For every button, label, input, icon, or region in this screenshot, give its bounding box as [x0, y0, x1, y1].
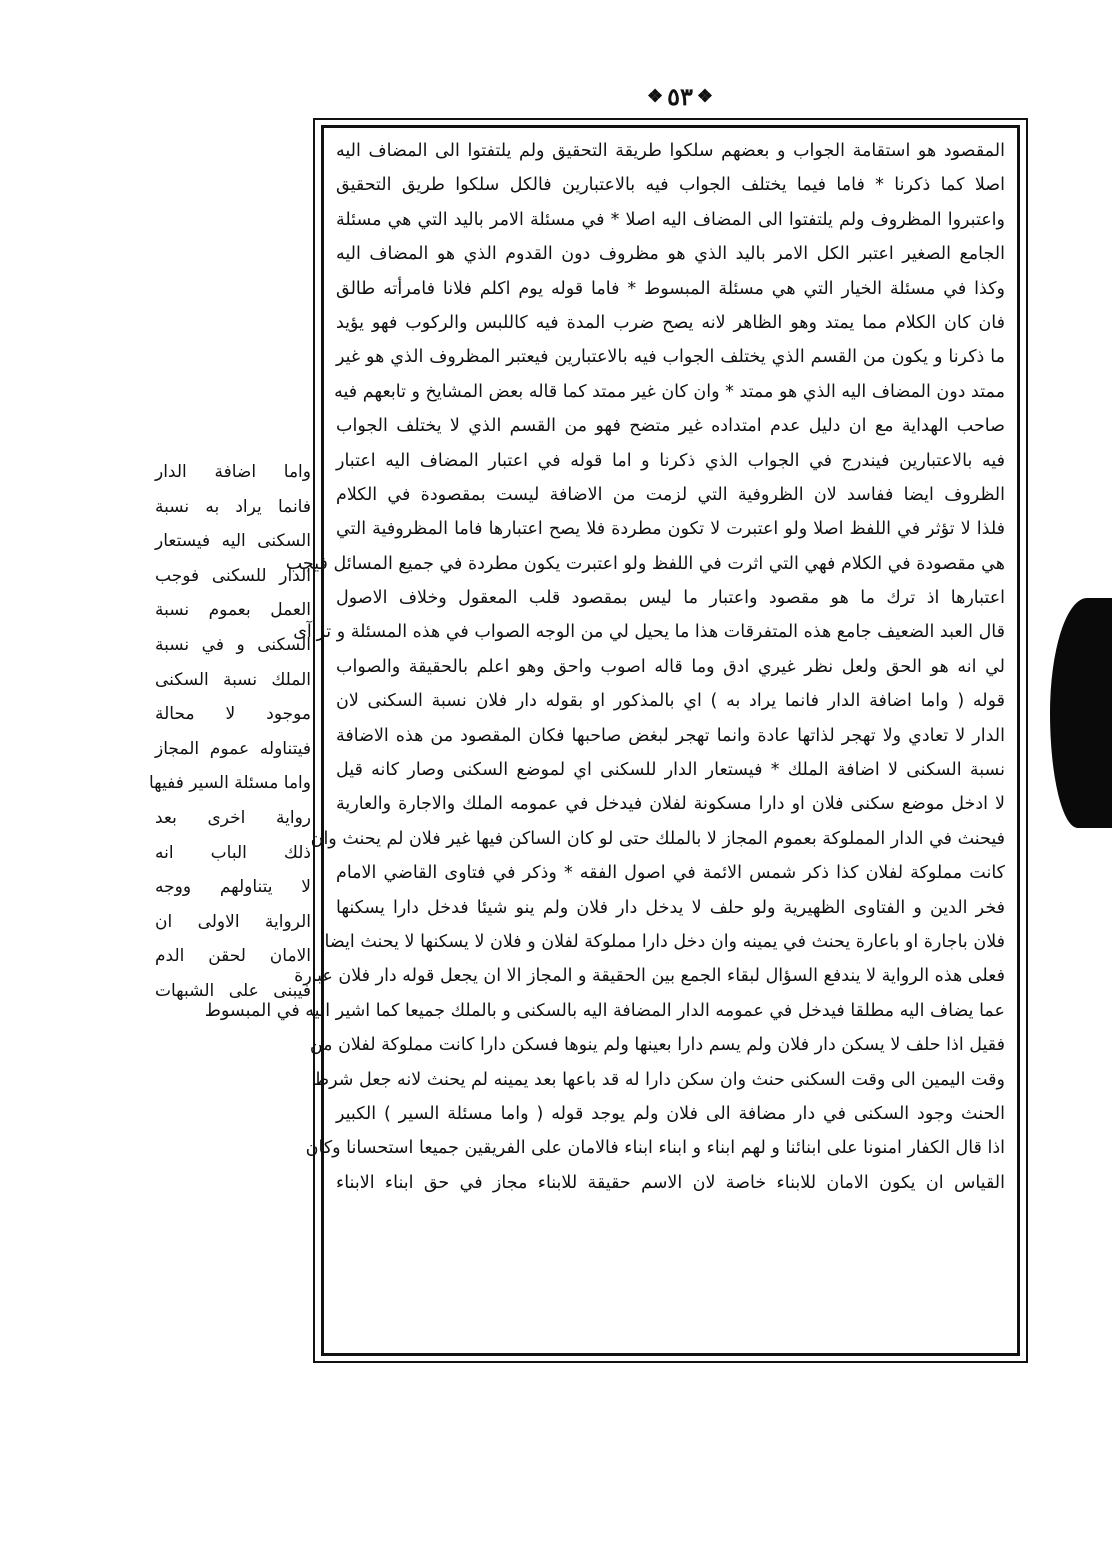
- main-text-line: فيحنث في الدار المملوكة بعموم المجاز لا بالملك حتى لو كان الساكن فيها غير فلان لم يحنث وان: [310, 828, 1005, 849]
- margin-note-line: الملك نسبة السكنى: [155, 669, 311, 690]
- margin-note: [148, 455, 311, 1009]
- margin-note-line: الرواية الاولى ان: [155, 911, 311, 932]
- main-text-line: فخر الدين و الفتاوى الظهيرية ولو حلف لا يدخل دار فلان ولم ينو شيئا فدخل دارا يسكنها: [336, 897, 1005, 918]
- main-text-line: صاحب الهداية مع ان دليل عدم امتداده غير متضح فهو من القسم الذي لا يختلف الجواب: [336, 416, 1005, 437]
- main-text-line: وكذا في مسئلة الخيار التي هي مسئلة المبسوط * فاما قوله يوم اكلم فلانا فامرأته طالق: [336, 278, 1005, 299]
- main-text-line: قال العبد الضعيف جامع هذه المتفرقات هذا ما يحيل لي من الوجه الصواب في هذه المسئلة و تراآى: [293, 622, 1005, 643]
- margin-note-line: فيتناوله عموم المجاز: [155, 738, 311, 759]
- main-text-line: المقصود هو استقامة الجواب و بعضهم سلكوا طريقة التحقيق ولم يلتفتوا الى المضاف اليه: [336, 141, 1005, 161]
- margin-note-line: فيبنى على الشبهات: [155, 980, 311, 1001]
- main-text-line: ممتد دون المضاف اليه الذي هو ممتد * وان كان غير ممتد كما قاله بعض المشايخ و تابعهم فيه: [334, 381, 1005, 402]
- main-text-line: اعتبارها اذ ترك ما هو مقصود واعتبار ما ليس بمقصود قلب المعقول وخلاف الاصول: [336, 588, 1005, 609]
- main-text-line: فقيل اذا حلف لا يسكن دار فلان ولم يسم دارا بعينها ولم ينوها فسكن دارا كانت مملوكة لفلان من: [309, 1035, 1005, 1056]
- main-text-line: فلان باجارة او باعارة يحنث في يمينه وان دخل دارا مملوكة لفلان و فلان لا يسكنها لا يحنث ايضا: [324, 931, 1005, 952]
- margin-note-line: الدار للسكنى فوجب: [155, 565, 311, 586]
- page-number-text: ٥٣: [667, 81, 693, 111]
- main-text-line: لا ادخل موضع سكنى فلان او دارا مسكونة لفلان فيدخل في عمومه الملك والاجارة والعارية: [336, 794, 1005, 815]
- main-text-line: فان كان الكلام مما يمتد وهو الظاهر لانه يصح ضرب المدة فيه كاللبس والركوب فهو يؤيد: [336, 312, 1005, 333]
- main-text-line: فعلى هذه الرواية لا يندفع السؤال لبقاء الجمع بين الحقيقة و المجاز الا ان يجعل قوله دار فلان عبارة: [294, 966, 1005, 987]
- ornament-left-icon: ❖: [646, 85, 664, 107]
- main-text-line: الدار لا تعادي ولا تهجر لذاتها عادة وانما تهجر لبغض صاحبها فكان المقصود من هذه الاضافة: [336, 725, 1005, 746]
- margin-note-line: رواية اخرى بعد: [155, 807, 311, 828]
- main-text-line: ما ذكرنا و يكون من القسم الذي يختلف الجواب فيه بالاعتبارين فيعتبر المظروف الذي هو غير: [336, 347, 1005, 368]
- ink-blot: [1050, 598, 1112, 828]
- margin-note-line: واما مسئلة السير ففيها: [148, 773, 311, 794]
- main-text-line: عما يضاف اليه مطلقا فيدخل في عمومه الدار المضافة اليه بالسكنى و بالملك جميعا كما اشير اليه في المبسوط: [204, 1000, 1005, 1021]
- margin-note-line: السكنى اليه فيستعار: [155, 531, 311, 552]
- main-text-line: كانت مملوكة لفلان كذا ذكر شمس الائمة في اصول الفقه * وذكر في فتاوى القاضي الامام: [336, 863, 1005, 884]
- main-text-line: الجامع الصغير اعتبر الكل الامر باليد الذي هو مظروف دون القدوم الذي هو المضاف اليه: [336, 244, 1005, 265]
- ornament-right-icon: ❖: [696, 85, 714, 107]
- margin-note-line: العمل بعموم نسبة: [155, 600, 311, 621]
- main-text-line: الظروف ايضا ففاسد لان الظروفية التي لزمت من الاضافة ليست بمقصودة في الكلام: [336, 484, 1005, 505]
- margin-note-line: الامان لحقن الدم: [155, 946, 311, 967]
- main-text-line: لي انه هو الحق ولعل نظر غيري ادق وما قاله اصوب واحق وهو اعلم بالحقيقة والصواب: [336, 656, 1005, 677]
- main-text-line: نسبة السكنى لا اضافة الملك * فيستعار الدار للسكنى اي لموضع السكنى وصار كانه قيل: [336, 760, 1005, 781]
- margin-note-line: فانما يراد به نسبة: [155, 496, 311, 517]
- main-text-line: واعتبروا المظروف ولم يلتفتوا الى المضاف اليه اصلا * في مسئلة الامر باليد التي هي مسئلة: [336, 209, 1005, 230]
- margin-note-line: لا يتناولهم ووجه: [155, 877, 311, 898]
- page-number: [632, 78, 728, 114]
- main-text-line: قوله ( واما اضافة الدار فانما يراد به ) اي بالمذكور او بقوله دار فلان نسبة السكنى لان: [336, 691, 1005, 712]
- margin-note-line: واما اضافة الدار: [155, 462, 311, 482]
- main-text-line: اصلا كما ذكرنا * فاما فيما يختلف الجواب فيه بالاعتبارين فالكل سلكوا طريق التحقيق: [336, 175, 1005, 196]
- margin-note-line: موجود لا محالة: [155, 704, 311, 725]
- main-text-line: وقت اليمين الى وقت السكنى حنث وان سكن دارا له قد باعها بعد يمينه لم يحنث لانه جعل شرط: [312, 1069, 1005, 1090]
- main-text-line: القياس ان يكون الامان للابناء خاصة لان الاسم حقيقة للابناء مجاز في حق ابناء الابناء: [336, 1172, 1005, 1193]
- main-text-line: فلذا لا تؤثر في اللفظ اصلا ولو اعتبرت لا تكون مطردة فلا يصح اعتبارها فاما المظروفية التي: [336, 519, 1005, 540]
- main-text-line: اذا قال الكفار امنونا على ابنائنا و لهم ابناء و ابناء ابناء فالامان على الفريقين جميعا استحسانا وكان: [305, 1138, 1005, 1159]
- margin-note-line: السكنى و في نسبة: [155, 634, 311, 655]
- margin-note-line: ذلك الباب انه: [155, 842, 311, 863]
- main-text-line: فيه بالاعتبارين فيندرج في الجواب الذي ذكرنا و اما قوله في اعتبار المضاف اليه اعتبار: [336, 450, 1005, 471]
- main-text-line: هي مقصودة في الكلام فهي التي اثرت في اللفظ ولو اعتبرت يكون مطردة في جميع المسائل فيجب: [285, 553, 1005, 574]
- main-text-line: الحنث وجود السكنى في دار مضافة الى فلان ولم يوجد قوله ( واما مسئلة السير ) الكبير: [336, 1103, 1005, 1124]
